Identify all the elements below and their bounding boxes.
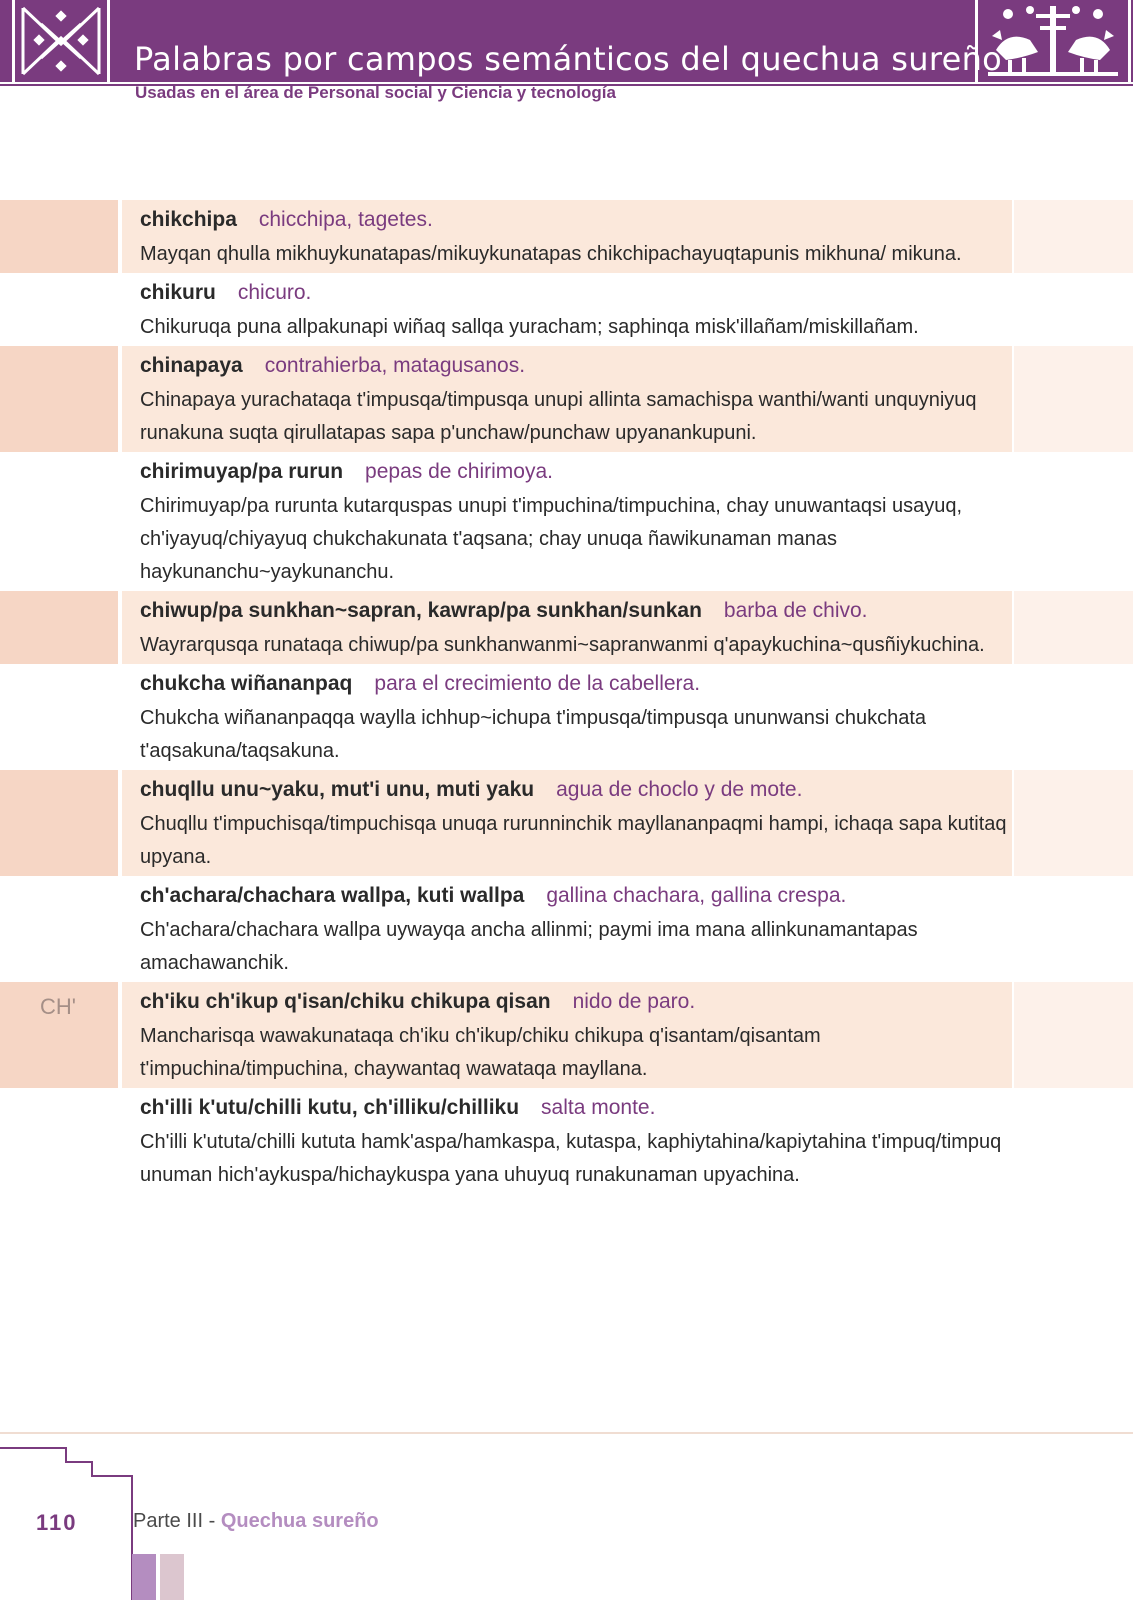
entry-headword: chinapaya: [140, 354, 243, 377]
entry-gloss: barba de chivo.: [723, 599, 868, 622]
entry-gloss: contrahierba, matagusanos.: [264, 354, 526, 377]
part-number: Parte III: [133, 1510, 204, 1532]
entry-example: Chukcha wiñananpaqqa waylla ichhup~ichupa t'impusqa/timpusqa ununwansi chukchata t'aqsakuna/taqsakuna.: [140, 707, 926, 762]
entry-right-shade: [1014, 591, 1133, 664]
part-label: [133, 1510, 379, 1533]
entry-heading: [140, 778, 1020, 802]
entry-heading: [140, 354, 1020, 378]
entry-content: [0, 273, 1020, 346]
dictionary-entry: [0, 982, 1133, 1088]
entry-heading: [140, 599, 1020, 623]
entry-right-shade: [1014, 982, 1133, 1088]
entry-example: Mayqan qhulla mikhuykunatapas/mikuykunatapas chikchipachayuqtapunis mikhuna/ mikuna.: [140, 243, 962, 265]
entry-heading: [140, 208, 1020, 232]
entry-heading: [140, 460, 1020, 484]
entry-gloss: salta monte.: [541, 1096, 656, 1119]
dictionary-entry: [0, 591, 1133, 664]
entry-headword: ch'achara/chachara wallpa, kuti wallpa: [140, 884, 525, 907]
entry-example: Chuqllu t'impuchisqa/timpuchisqa unuqa rurunninchik mayllananpaqmi hampi, ichaqa sapa kutitaq upyana.: [140, 813, 1007, 868]
entry-content: [0, 664, 1020, 770]
entry-right-shade: [1014, 346, 1133, 452]
entry-gloss: pepas de chirimoya.: [365, 460, 553, 483]
entry-content: [0, 770, 1020, 876]
entry-heading: [140, 884, 1020, 908]
part-name: Quechua sureño: [220, 1510, 379, 1532]
entry-gloss: chicchipa, tagetes.: [258, 208, 433, 231]
entry-example: Chikuruqa puna allpakunapi wiñaq sallqa yuracham; saphinqa misk'illañam/miskillañam.: [140, 316, 919, 338]
entry-gloss: para el crecimiento de la cabellera.: [374, 672, 701, 695]
entry-headword: chiwup/pa sunkhan~sapran, kawrap/pa sunkhan/sunkan: [140, 599, 702, 622]
entry-content: [0, 876, 1020, 982]
entry-example: Chinapaya yurachataqa t'impusqa/timpusqa unupi allinta samachispa wanthi/wanti unquyniyuq runakuna suqta qirullatapas sapa p'unchaw/punchaw upyanankupuni.: [140, 389, 977, 444]
entry-heading: [140, 1096, 1020, 1120]
entry-heading: [140, 990, 1020, 1014]
entry-heading: [140, 672, 1020, 696]
page-subtitle: Usadas en el área de Personal social y Ciencia y tecnología: [135, 83, 616, 102]
footer-tab-purple: [132, 1554, 156, 1600]
entry-headword: chikuru: [140, 281, 216, 304]
entry-headword: ch'iku ch'ikup q'isan/chiku chikupa qisan: [140, 990, 551, 1013]
dictionary-entry: [0, 664, 1133, 770]
entry-headword: chuqllu unu~yaku, mut'i unu, muti yaku: [140, 778, 535, 801]
footer-tab-pink: [160, 1554, 184, 1600]
entry-content: [0, 452, 1020, 591]
page-number: 110: [36, 1510, 78, 1535]
entry-headword: chirimuyap/pa rurun: [140, 460, 344, 483]
entry-gloss: gallina chachara, gallina crespa.: [546, 884, 847, 907]
entry-example: Ch'achara/chachara wallpa uywayqa ancha allinmi; paymi ima mana allinkunamantapas amachawanchik.: [140, 919, 918, 974]
entry-example: Chirimuyap/pa rurunta kutarquspas unupi t'impuchina/timpuchina, chay unuwantaqsi usayuq, ch'iyayuq/chiyayuq chukchakunata t'aqsana; chay unuqa ñawikunaman manas haykunanchu~yaykunanchu.: [140, 495, 963, 583]
footer-rule: [0, 1432, 1133, 1434]
page-title: Palabras por campos semánticos del quechua sureño: [134, 40, 1003, 78]
part-separator: -: [203, 1510, 221, 1532]
entry-gloss: chicuro.: [237, 281, 312, 304]
entry-content: [0, 346, 1020, 452]
dictionary-entry: [0, 200, 1133, 273]
entry-right-shade: [1014, 770, 1133, 876]
entry-gloss: agua de choclo y de mote.: [556, 778, 803, 801]
entry-headword: chikchipa: [140, 208, 237, 231]
dictionary-entry: [0, 273, 1133, 346]
letter-section-tag: CH': [40, 994, 76, 1019]
dictionary-entry: [0, 876, 1133, 982]
andean-geometric-pattern-icon: [12, 0, 110, 82]
entry-content: [0, 200, 1020, 273]
page-header: [0, 0, 1133, 108]
page-footer: [0, 1420, 1133, 1600]
entry-right-shade: [1014, 200, 1133, 273]
entry-heading: [140, 281, 1020, 305]
entry-content: [0, 982, 1020, 1088]
dictionary-entry: [0, 1088, 1133, 1194]
entry-example: Wayrarqusqa runataqa chiwup/pa sunkhanwanmi~sapranwanmi q'apaykuchina~qusñiykuchina.: [140, 634, 985, 656]
entry-content: [0, 591, 1020, 664]
dictionary-entry: [0, 770, 1133, 876]
entry-content: [0, 1088, 1020, 1194]
entries-list: [0, 200, 1133, 1194]
entry-gloss: nido de paro.: [572, 990, 696, 1013]
entry-headword: chukcha wiñananpaq: [140, 672, 353, 695]
entry-example: Ch'illi k'ututa/chilli kututa hamk'aspa/hamkaspa, kutaspa, kaphiytahina/kapiytahina t'impuq/timpuq unuman hich'aykuspa/hichaykuspa yana uhuyuq runakunaman upyachina.: [140, 1131, 1002, 1186]
dictionary-entry: [0, 346, 1133, 452]
entry-headword: ch'illi k'utu/chilli kutu, ch'illiku/chilliku: [140, 1096, 520, 1119]
entry-example: Mancharisqa wawakunataqa ch'iku ch'ikup/chiku chikupa q'isantam/qisantam t'impuchina/timpuchina, chaywantaq wawataqa mayllana.: [140, 1025, 821, 1080]
dictionary-entry: [0, 452, 1133, 591]
